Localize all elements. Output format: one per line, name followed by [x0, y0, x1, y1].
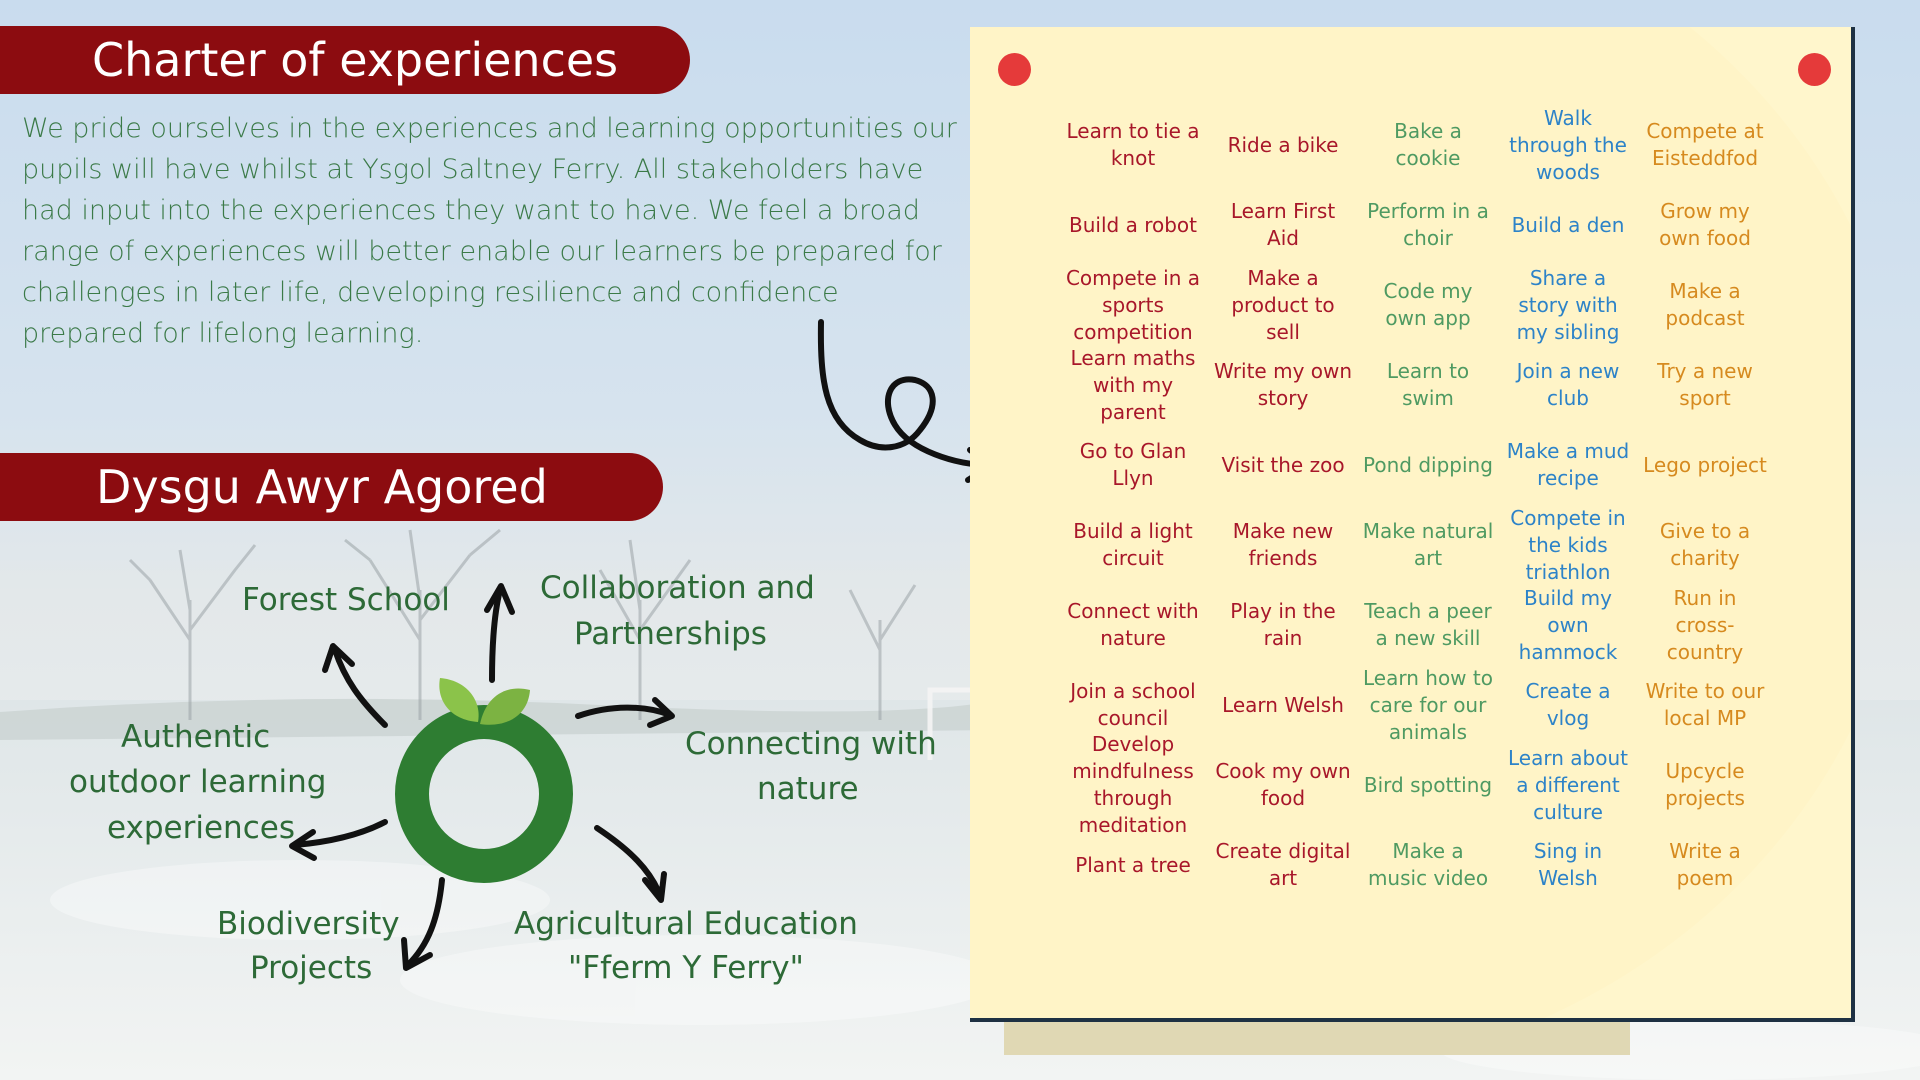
experience-item: Bake a cookie: [1394, 119, 1462, 170]
label-biodiversity-line2: Projects: [250, 950, 373, 986]
experience-item: Bird spotting: [1363, 772, 1493, 797]
pin-icon: [1798, 53, 1831, 86]
arrow-connecting: [578, 708, 670, 716]
experience-item: Cook my own food: [1215, 759, 1351, 810]
experience-item: Perform in a choir: [1367, 199, 1489, 250]
experience-item: Make new friends: [1232, 519, 1334, 570]
experience-item: Create a vlog: [1525, 679, 1611, 730]
experience-item: Give to a charity: [1659, 519, 1751, 570]
experience-item: Plant a tree: [1075, 852, 1191, 877]
label-connecting-line2: nature: [757, 771, 859, 807]
label-biodiversity-line1: Biodiversity: [217, 906, 400, 942]
experience-item: Join a new club: [1516, 359, 1620, 410]
experience-item: Grow my own food: [1659, 199, 1751, 250]
experience-item: Share a story with my sibling: [1516, 265, 1620, 344]
experience-item: Build a den: [1511, 212, 1625, 237]
experience-item: Learn how to care for our animals: [1363, 665, 1493, 744]
label-connecting-line1: Connecting with: [685, 726, 937, 762]
experience-item: Sing in Welsh: [1533, 839, 1603, 890]
label-agricultural-line1: Agricultural Education: [514, 906, 858, 942]
experience-item: Join a school council: [1070, 679, 1196, 730]
experience-item: Build a light circuit: [1073, 519, 1193, 570]
experience-item: Lego project: [1643, 452, 1767, 477]
pin-icon: [998, 53, 1031, 86]
experience-item: Write a poem: [1669, 839, 1741, 890]
dysgu-title: Dysgu Awyr Agored: [96, 460, 548, 514]
experience-item: Make a product to sell: [1231, 265, 1335, 344]
experience-item: Learn First Aid: [1230, 199, 1336, 250]
charter-title: Charter of experiences: [92, 33, 619, 87]
experience-item: Make natural art: [1362, 519, 1494, 570]
experience-item: Learn Welsh: [1222, 692, 1344, 717]
arrow-forest-school: [335, 650, 385, 725]
experience-item: Build a robot: [1069, 212, 1197, 237]
ring-logo-icon: [412, 678, 556, 866]
experience-item: Learn to swim: [1386, 359, 1470, 410]
experience-item: Make a music video: [1367, 839, 1489, 890]
experience-item: Code my own app: [1383, 279, 1473, 330]
experience-item: Ride a bike: [1227, 132, 1339, 157]
experience-item: Upcycle projects: [1665, 759, 1745, 810]
experience-item: Develop mindfulness through meditation: [1072, 732, 1194, 837]
experience-item: Visit the zoo: [1221, 452, 1345, 477]
curly-arrow-to-card: [821, 322, 990, 465]
arrow-biodiversity: [408, 880, 442, 965]
experience-item: Learn about a different culture: [1508, 745, 1628, 824]
label-authentic-line2: outdoor learning: [69, 764, 327, 800]
label-authentic-line3: experiences: [107, 810, 295, 846]
experience-item: Make a podcast: [1665, 279, 1745, 330]
experience-item: Pond dipping: [1363, 452, 1493, 477]
experience-item: Play in the rain: [1230, 599, 1336, 650]
experience-item: Create digital art: [1215, 839, 1351, 890]
label-collaboration-line2: Partnerships: [574, 616, 767, 652]
label-collaboration-line1: Collaboration and: [540, 570, 815, 606]
experience-item: Try a new sport: [1657, 359, 1753, 410]
experience-item: Run in cross-country: [1666, 585, 1744, 664]
label-forest-school: Forest School: [242, 582, 450, 618]
experience-item: Write my own story: [1213, 359, 1353, 410]
experience-item: Compete at Eisteddfod: [1646, 119, 1764, 170]
experience-item: Walk through the woods: [1509, 105, 1627, 184]
experience-item: Build my own hammock: [1518, 585, 1618, 664]
experience-item: Make a mud recipe: [1506, 439, 1630, 490]
experiences-grid: [1058, 105, 1772, 905]
label-authentic-line1: Authentic: [121, 719, 271, 755]
experience-item: Compete in a sports competition: [1065, 265, 1201, 344]
experience-item: Connect with nature: [1067, 599, 1199, 650]
experience-item: Learn to tie a knot: [1066, 119, 1200, 170]
experiences-note-card: [970, 27, 1855, 1022]
label-agricultural-line2: "Fferm Y Ferry": [568, 950, 804, 986]
experience-item: Teach a peer a new skill: [1364, 599, 1492, 650]
experience-item: Compete in the kids triathlon: [1510, 505, 1626, 584]
experience-item: Learn maths with my parent: [1070, 345, 1196, 424]
experience-item: Go to Glan Llyn: [1079, 439, 1187, 490]
intro-paragraph: We pride ourselves in the experiences and learning opportunities our pupils will have whilst at Ysgol Saltney Ferry. All stakeholders have had input into the experiences they want to have. We feel a broad range of experiences will better enable our learners be prepared for challenges in later life, developing resilience and confidence prepared for lifelong learning.: [22, 113, 957, 349]
experience-item: Write to our local MP: [1645, 679, 1765, 730]
